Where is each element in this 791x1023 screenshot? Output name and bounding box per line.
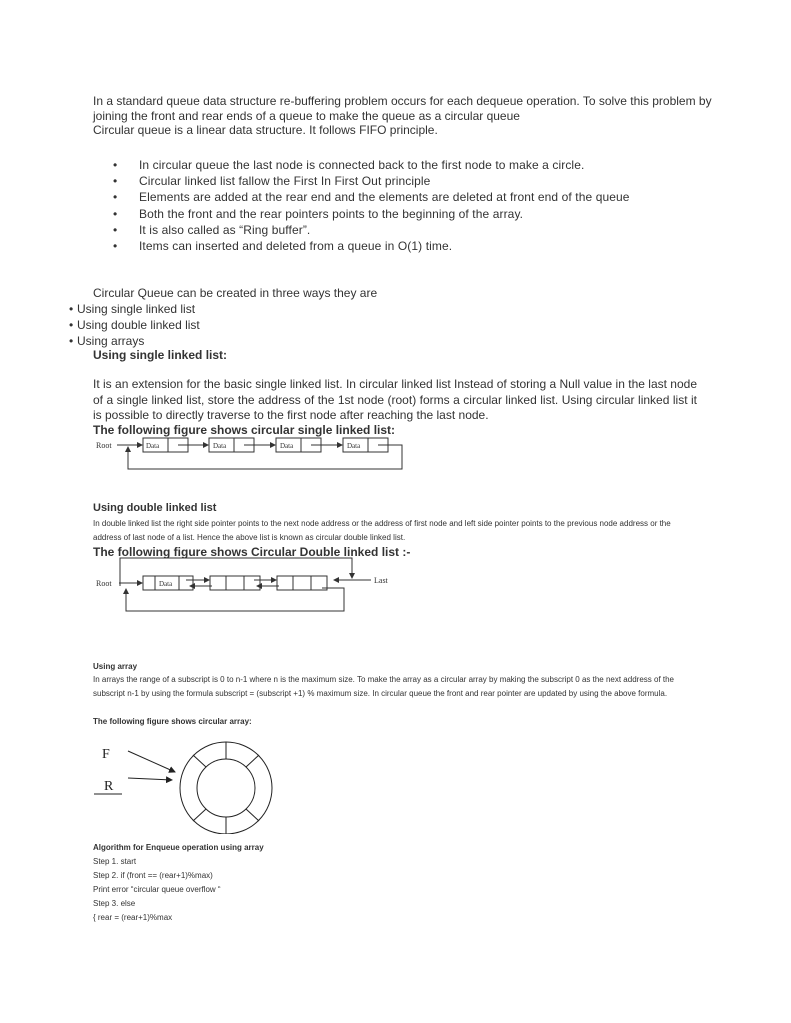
node-data-label: Data bbox=[213, 442, 227, 450]
list-node bbox=[143, 576, 193, 590]
intro-paragraph bbox=[93, 94, 713, 138]
list-node bbox=[277, 576, 327, 590]
circular-array-figure bbox=[90, 738, 275, 834]
list-item: • Items can inserted and deleted from a queue in O(1) time. bbox=[113, 238, 630, 254]
array-heading: Using array bbox=[93, 662, 138, 671]
intro-line-1: In a standard queue data structure re-buffering problem occurs for each dequeue operation. To solve this problem by joining the front and rear ends of a queue to make the queue as a circular queue bbox=[93, 94, 712, 123]
list-item: • In circular queue the last node is connected back to the first node to make a circle. bbox=[113, 157, 630, 173]
algorithm-steps bbox=[93, 855, 221, 925]
rear-label: R bbox=[104, 779, 114, 794]
node-data-label: Data bbox=[280, 442, 294, 450]
root-label: Root bbox=[96, 579, 112, 588]
list-item: • Using single linked list bbox=[69, 301, 200, 317]
circular-array-ring bbox=[180, 742, 272, 834]
algorithm-title: Algorithm for Enqueue operation using array bbox=[93, 843, 264, 852]
list-item: • Using double linked list bbox=[69, 317, 200, 333]
front-label: F bbox=[102, 747, 110, 762]
circular-single-linked-list-figure bbox=[90, 434, 410, 474]
node-data-label: Data bbox=[159, 580, 173, 588]
single-figure-caption: The following figure shows circular single linked list: bbox=[93, 423, 396, 437]
node-data-label: Data bbox=[347, 442, 361, 450]
algorithm-step: Step 2. if (front == (rear+1)%max) bbox=[93, 871, 213, 880]
return-link-arrow bbox=[128, 445, 402, 469]
algorithm-step: { rear = (rear+1)%max bbox=[93, 913, 173, 922]
list-item: • It is also called as “Ring buffer”. bbox=[113, 222, 630, 238]
ways-title: Circular Queue can be created in three ways they are bbox=[93, 286, 378, 300]
array-figure-caption: The following figure shows circular array: bbox=[93, 717, 252, 726]
single-body: It is an extension for the basic single linked list. In circular linked list Instead of storing a Null value in the last node of a single linked list, store the address of the 1st node (root) forms a circular linked list. Using circular linked list it is possible to directly traverse to the first node after reaching the last node. bbox=[93, 377, 697, 423]
double-figure-caption: The following figure shows Circular Double linked list :- bbox=[93, 545, 411, 559]
algorithm-step: Step 3. else bbox=[93, 899, 136, 908]
list-node bbox=[210, 576, 260, 590]
list-item: • Both the front and the rear pointers points to the beginning of the array. bbox=[113, 206, 630, 222]
feature-list bbox=[113, 157, 630, 254]
list-item: • Using arrays bbox=[69, 333, 200, 349]
double-body: In double linked list the right side pointer points to the next node address or the address of first node and left side pointer points to the previous node address or the address of last node of a list. Hence the above list is known as circular double linked list. bbox=[93, 519, 671, 542]
algorithm-step: Print error “circular queue overflow “ bbox=[93, 885, 221, 894]
double-heading: Using double linked list bbox=[93, 502, 217, 514]
list-item: • Elements are added at the rear end and the elements are deleted at front end of the queue bbox=[113, 189, 630, 205]
array-body: In arrays the range of a subscript is 0 to n-1 where n is the maximum size. To make the array as a circular array by making the subscript 0 as the next address of the subscript n-1 by using the formula subscript = (subscript +1) % maximum size. In circular queue the front and rear pointer are updated by using the above formula. bbox=[93, 675, 675, 698]
node-data-label: Data bbox=[146, 442, 160, 450]
list-item: • Circular linked list fallow the First In First Out principle bbox=[113, 173, 630, 189]
circular-double-linked-list-figure bbox=[94, 556, 404, 614]
root-label: Root bbox=[96, 441, 112, 450]
algorithm-step: Step 1. start bbox=[93, 857, 137, 866]
intro-line-2: Circular queue is a linear data structure. It follows FIFO principle. bbox=[93, 123, 438, 138]
single-heading: Using single linked list: bbox=[93, 348, 228, 362]
last-label: Last bbox=[374, 576, 388, 585]
ways-list bbox=[69, 301, 200, 349]
